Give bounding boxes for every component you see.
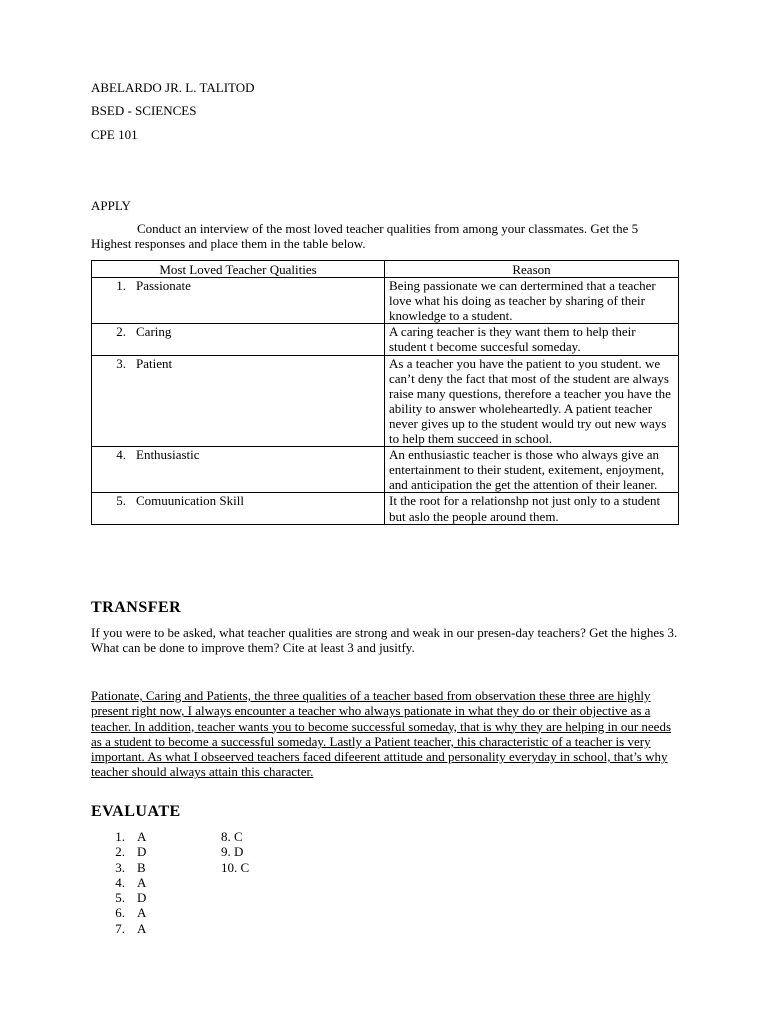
reason-cell: A caring teacher is they want them to help their student t become succesful someday. xyxy=(385,324,679,355)
quality-name: Comuunication Skill xyxy=(136,493,244,509)
list-item xyxy=(91,844,249,859)
item-number: 4. xyxy=(115,874,125,890)
quality-name: Enthusiastic xyxy=(136,447,200,463)
quality-name: Passionate xyxy=(136,278,191,294)
table-header-row xyxy=(92,261,679,278)
reason-cell: An enthusiastic teacher is those who always give an entertainment to their student, exitement, enjoyment, and anticipation the get the attention of their leaner. xyxy=(385,447,679,493)
reason-cell: As a teacher you have the patient to you student. we can’t deny the fact that most of the student are always raise many questions, therefore a teacher you have the ability to answer wholeheartedly. A patient teacher never gives up to the student would try out new ways to help them succeed in school. xyxy=(385,355,679,447)
qualities-table xyxy=(91,260,679,525)
student-name: ABELARDO JR. L. TALITOD xyxy=(91,80,255,95)
list-item xyxy=(91,905,249,920)
reason-cell: It the root for a relationshp not just only to a student but aslo the people around them. xyxy=(385,493,679,524)
item-extra-answer: 8. C xyxy=(221,829,243,844)
table-row xyxy=(92,493,679,524)
quality-cell xyxy=(92,324,385,355)
item-number: 6. xyxy=(115,905,125,921)
evaluate-heading: EVALUATE xyxy=(91,803,181,820)
item-number: 3. xyxy=(115,859,125,875)
subject-code: CPE 101 xyxy=(91,127,138,142)
list-item xyxy=(91,829,249,844)
item-number: 7. xyxy=(115,920,125,936)
transfer-heading: TRANSFER xyxy=(91,599,182,616)
evaluate-answer-list xyxy=(91,829,249,936)
item-answer: A xyxy=(137,905,147,921)
apply-instruction: Conduct an interview of the most loved teacher qualities from among your classmates. Get the 5 Highest responses and place them in the table below. xyxy=(91,221,639,252)
course: BSED - SCIENCES xyxy=(91,103,197,118)
item-answer: A xyxy=(137,829,147,844)
list-item xyxy=(91,860,249,875)
item-answer: D xyxy=(137,844,147,860)
column-header-reason: Reason xyxy=(385,261,679,278)
quality-name: Patient xyxy=(136,355,173,371)
list-item xyxy=(91,890,249,905)
transfer-answer: Pationate, Caring and Patients, the three qualities of a teacher based from observation these three are highly present right now, I always encounter a teacher who always pationate in what they do or their objective as a teacher. In addition, teacher wants you to become successful someday, that is why they are helping in our needs as a student to become a successful someday. Lastly a Patient teacher, this characteristic of a teacher is very important. As what I obseerved teachers faced difeerent attitude and personality everyday in school, that’s why teacher should always attain this character. xyxy=(91,688,672,780)
column-header-qualities: Most Loved Teacher Qualities xyxy=(92,261,385,278)
quality-cell xyxy=(92,278,385,324)
table-row xyxy=(92,355,679,447)
item-number: 2. xyxy=(115,844,125,860)
quality-number: 1. xyxy=(116,278,126,294)
item-answer: B xyxy=(137,859,146,875)
table-row xyxy=(92,447,679,493)
item-answer: A xyxy=(137,920,147,936)
quality-number: 4. xyxy=(116,447,126,463)
quality-number: 5. xyxy=(116,493,126,509)
apply-heading: APPLY xyxy=(91,198,131,213)
list-item xyxy=(91,921,249,936)
quality-number: 3. xyxy=(116,355,126,371)
reason-cell: Being passionate we can dertermined that a teacher love what his doing as teacher by sharing of their knowledge to a student. xyxy=(385,278,679,324)
table-row xyxy=(92,278,679,324)
transfer-question: If you were to be asked, what teacher qualities are strong and weak in our presen-day teachers? Get the highes 3. What can be done to improve them? Cite at least 3 and jusitfy. xyxy=(91,625,678,656)
quality-number: 2. xyxy=(116,324,126,340)
quality-cell xyxy=(92,493,385,524)
quality-cell xyxy=(92,355,385,447)
item-number: 1. xyxy=(115,829,125,844)
item-extra-answer: 10. C xyxy=(221,859,250,875)
item-extra-answer: 9. D xyxy=(221,844,244,860)
quality-cell xyxy=(92,447,385,493)
quality-name: Caring xyxy=(136,324,172,340)
item-number: 5. xyxy=(115,890,125,906)
table-row xyxy=(92,324,679,355)
item-answer: D xyxy=(137,890,147,906)
item-answer: A xyxy=(137,874,147,890)
list-item xyxy=(91,875,249,890)
